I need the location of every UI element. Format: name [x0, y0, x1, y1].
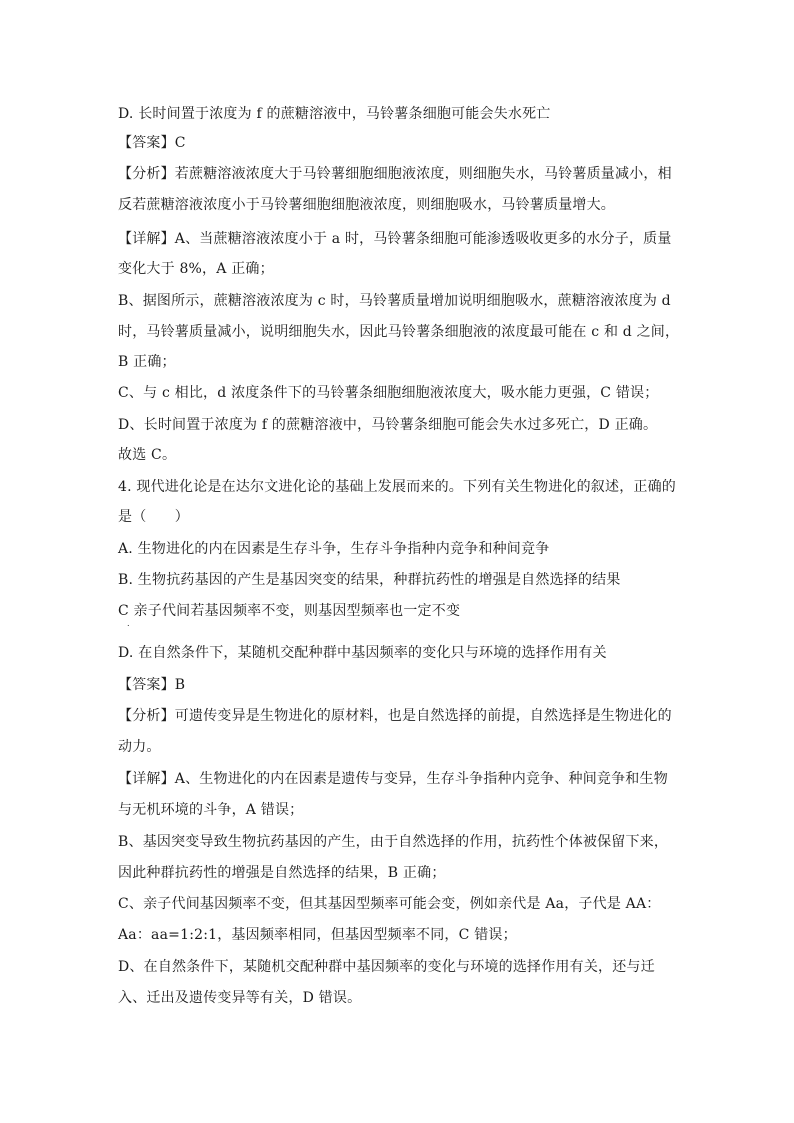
q4-detail-c-line-2: Aa：aa=1:2:1，基因频率相同，但基因型频率不同，C 错误；	[118, 927, 517, 943]
q3-option-d: D. 长时间置于浓度为 f 的蔗糖溶液中，马铃薯条细胞可能会失水死亡	[118, 106, 551, 122]
q3-answer: 【答案】C	[118, 135, 186, 151]
q3-detail-b-line-2: 时，马铃薯质量减小，说明细胞失水，因此马铃薯条细胞液的浓度最可能在 c 和 d 之间，	[118, 324, 680, 340]
q4-option-c: C 亲子代间若基因频率不变，则基因型频率也一定不变	[118, 603, 461, 619]
q4-answer: 【答案】B	[118, 677, 186, 693]
q4-analysis-line-1: 【分析】可遗传变异是生物进化的原材料，也是自然选择的前提，自然选择是生物进化的	[118, 708, 672, 724]
q4-option-a: A. 生物进化的内在因素是生存斗争，生存斗争指种内竞争和种间竞争	[118, 541, 550, 557]
q4-analysis-line-2: 动力。	[118, 739, 161, 755]
q4-detail-b-line-2: 因此种群抗药性的增强是自然选择的结果，B 正确；	[118, 865, 446, 881]
q3-detail-b-line-3: B 正确；	[118, 354, 176, 370]
q4-stem-line-2: 是（ ）	[118, 509, 189, 525]
q3-detail-c: C、与 c 相比，d 浓度条件下的马铃薯条细胞细胞液浓度大，吸水能力更强，C 错误；	[118, 385, 659, 401]
q3-detail-line-1: 【详解】A、当蔗糖溶液浓度小于 a 时，马铃薯条细胞可能渗透吸收更多的水分子，质量	[118, 231, 672, 247]
q4-detail-a-line-2: 与无机环境的斗争，A 错误；	[118, 802, 304, 818]
q3-detail-line-2: 变化大于 8%，A 正确；	[118, 261, 274, 277]
q4-option-b: B. 生物抗药基因的产生是基因突变的结果，种群抗药性的增强是自然选择的结果	[118, 572, 621, 588]
q4-detail-a-line-1: 【详解】A、生物进化的内在因素是遗传与变异，生存斗争指种内竞争、种间竞争和生物	[118, 771, 668, 787]
q4-option-d: D. 在自然条件下，某随机交配种群中基因频率的变化只与环境的选择作用有关	[118, 645, 607, 661]
q3-detail-b-line-1: B、据图所示，蔗糖溶液浓度为 c 时，马铃薯质量增加说明细胞吸水，蔗糖溶液浓度为 d	[118, 293, 671, 309]
q3-analysis-line-2: 反若蔗糖溶液浓度小于马铃薯细胞细胞液浓度，则细胞吸水，马铃薯质量增大。	[118, 197, 615, 213]
q3-analysis-line-1: 【分析】若蔗糖溶液浓度大于马铃薯细胞细胞液浓度，则细胞失水，马铃薯质量减小，相	[118, 166, 672, 182]
q3-detail-d: D、长时间置于浓度为 f 的蔗糖溶液中，马铃薯条细胞可能会失水过多死亡，D 正确。	[118, 417, 658, 433]
q4-stem-line-1: 4. 现代进化论是在达尔文进化论的基础上发展而来的。下列有关生物进化的叙述，正确的	[118, 479, 677, 495]
q4-detail-d-line-2: 入、迁出及遗传变异等有关，D 错误。	[118, 990, 362, 1006]
q4-detail-b-line-1: B、基因突变导致生物抗药基因的产生，由于自然选择的作用，抗药性个体被保留下来，	[118, 834, 669, 850]
q4-detail-c-line-1: C、亲子代间基因频率不变，但其基因型频率可能会变，例如亲代是 Aa，子代是 AA：	[118, 896, 661, 912]
q4-detail-d-line-1: D、在自然条件下，某随机交配种群中基因频率的变化与环境的选择作用有关，还与迁	[118, 959, 655, 975]
q3-conclusion: 故选 C。	[118, 447, 177, 463]
stray-dot: .	[127, 619, 130, 628]
